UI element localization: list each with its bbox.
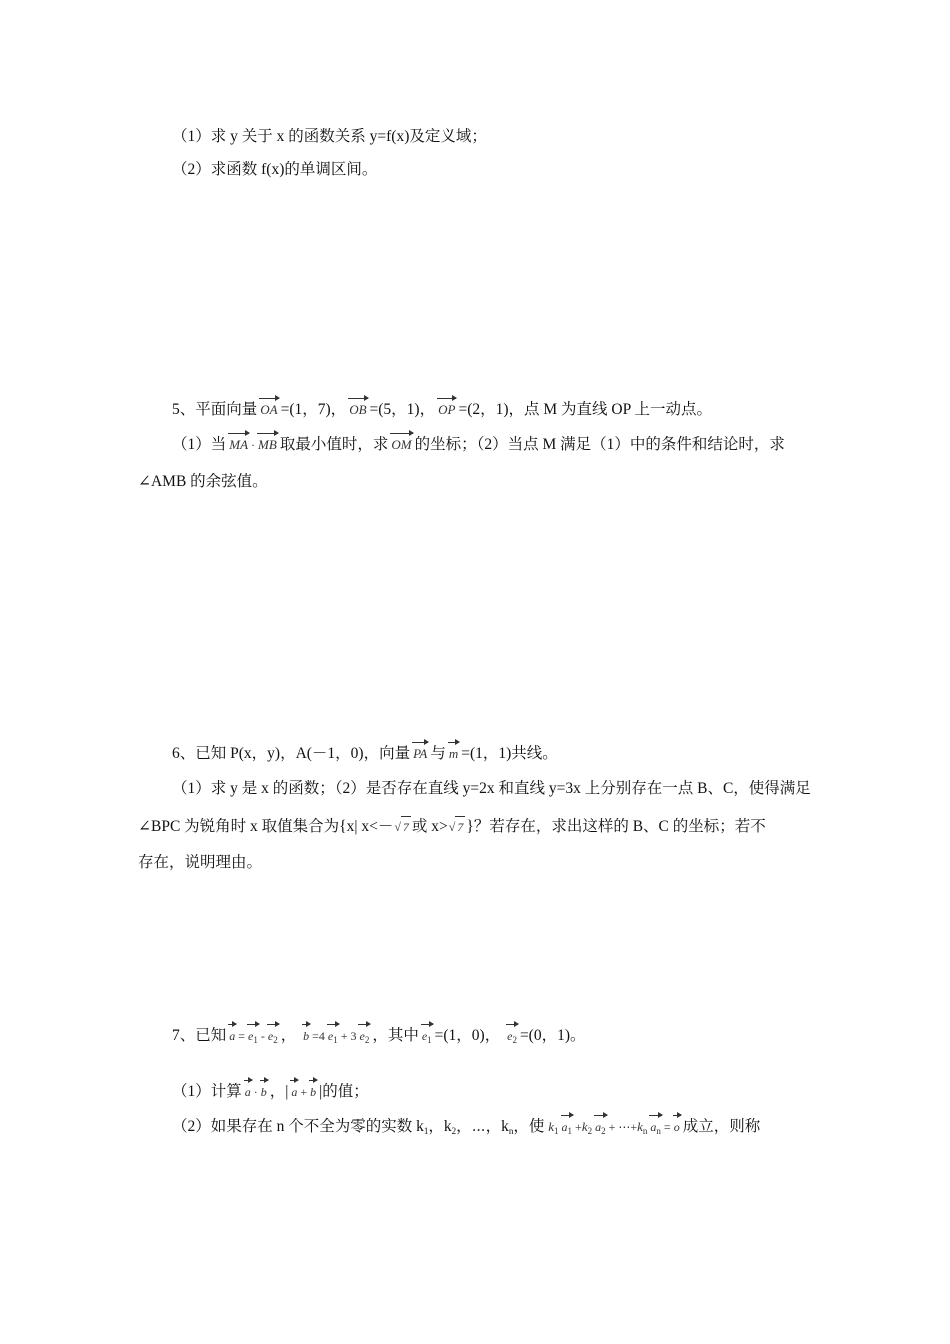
k1-a1-term: $k_1$ $a_1$: [548, 1119, 575, 1134]
q7-line3: （2）如果存在 n 个不全为零的实数 $k_1$，$k_2$，⋯，$k_n$，使 $k_1$ $a_1 +k_2$ $a_2$ + $\cdots+k_n$ $a_n = o$ 成立，则称: [172, 1117, 760, 1141]
vector-mb: MB: [256, 435, 279, 455]
vector-ma: MA: [227, 435, 250, 455]
vector-om: OM: [389, 435, 413, 455]
q5-line2: （1）当 MA · MB 取最小值时，求 OM 的坐标；（2）当点 M 满足（1）中的条件和结论时，求: [172, 436, 785, 453]
vector-e1: $e_1$: [326, 1026, 340, 1050]
vector-op: OP: [436, 400, 457, 420]
q7-line2: （1）计算 a · b ，| a + b |的值；: [172, 1083, 369, 1100]
q6-line2: （1）求 y 是 x 的函数；（2）是否存在直线 y=2x 和直线 y=3x 上分别存在一点 B、C，使得满足: [172, 780, 811, 797]
vector-e1: $e_1$: [246, 1026, 260, 1050]
q4-part1: （1）求 y 关于 x 的函数关系 y=f(x)及定义域；: [172, 128, 487, 145]
vector-e1: $e_1$: [420, 1026, 434, 1050]
sqrt-7: √ 7: [449, 816, 466, 837]
vector-oa: OA: [258, 400, 279, 420]
vector-e2: $e_2$: [266, 1026, 280, 1050]
vector-pa: PA: [411, 744, 429, 764]
vector-b: b: [259, 1082, 269, 1102]
zero-vector: o: [672, 1117, 682, 1137]
q7-line1: 7、已知 $a = e_1 - e_2$ ， b =4 $e_1 + 3$ $e_2$ ，其中 $e_1 =(1$，0)， $e_2 =(0$，1)。: [172, 1026, 586, 1050]
q5-line1: 5、平面向量 OA =(1，7)， OB =(5，1)， OP =(2，1)，点 M 为直线 OP 上一动点。: [172, 401, 713, 418]
q6-line4: 存在，说明理由。: [138, 854, 263, 871]
vector-e2: $e_2$: [505, 1026, 519, 1050]
kn-an-term: $k_n$ $a_n$: [637, 1119, 664, 1134]
vector-a: a: [227, 1026, 237, 1046]
vector-b: b: [308, 1082, 318, 1102]
sqrt-7: √ 7: [394, 816, 411, 837]
q6-line3: ∠BPC 为锐角时 x 取值集合为{x| x<－√ 7 或 x>√ 7 }？若存在，求出这样的 B、C 的坐标；若不: [138, 818, 766, 835]
q5-line3: ∠AMB 的余弦值。: [138, 473, 268, 490]
k2-a2-term: $k_2$ $a_2$: [582, 1119, 609, 1134]
vector-a: a: [289, 1082, 299, 1102]
q4-part2: （2）求函数 f(x)的单调区间。: [172, 161, 378, 178]
vector-ob: OB: [347, 400, 368, 420]
vector-e2: $e_2$: [357, 1026, 371, 1050]
vector-a: a: [243, 1082, 253, 1102]
vector-m: m: [447, 744, 460, 764]
q6-line1: 6、已知 P(x，y)，A(－1，0)，向量 PA 与 m =(1，1)共线。: [172, 745, 558, 762]
vector-b: b: [301, 1026, 311, 1046]
